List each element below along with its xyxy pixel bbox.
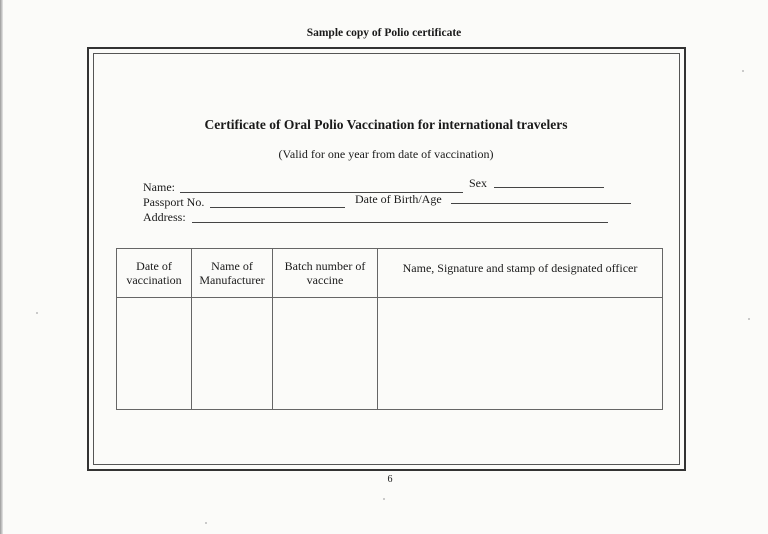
sex-label: Sex — [469, 176, 487, 190]
column-header-batch: Batch number of vaccine — [273, 249, 378, 298]
address-label: Address: — [143, 210, 186, 224]
dob-line — [451, 203, 631, 204]
table-cell-officer[interactable] — [378, 298, 663, 410]
certificate-subtitle: (Valid for one year from date of vaccination) — [278, 147, 494, 161]
dob-label: Date of Birth/Age — [355, 192, 442, 206]
column-header-officer: Name, Signature and stamp of designated officer — [378, 249, 663, 298]
scan-speck — [383, 498, 385, 500]
scan-speck — [748, 318, 750, 320]
scan-edge — [0, 0, 3, 534]
table-cell-date[interactable] — [117, 298, 192, 410]
certificate-title: Certificate of Oral Polio Vaccination for international travelers — [204, 117, 568, 132]
scan-speck — [36, 312, 38, 314]
address-line — [192, 222, 608, 223]
scan-speck — [742, 70, 744, 72]
name-label: Name: — [143, 180, 175, 194]
scan-speck — [205, 522, 207, 524]
sex-line — [494, 187, 604, 188]
passport-line — [210, 207, 345, 208]
passport-label: Passport No. — [143, 195, 205, 209]
table-cell-batch[interactable] — [273, 298, 378, 410]
column-header-date: Date of vaccination — [117, 249, 192, 298]
column-header-manufacturer: Name of Manufacturer — [192, 249, 273, 298]
page-header: Sample copy of Polio certificate — [306, 27, 462, 39]
page-number: 6 — [387, 474, 393, 485]
table-cell-manufacturer[interactable] — [192, 298, 273, 410]
table-row — [117, 298, 663, 410]
vaccination-table — [116, 248, 663, 410]
table-header-row — [117, 249, 663, 298]
